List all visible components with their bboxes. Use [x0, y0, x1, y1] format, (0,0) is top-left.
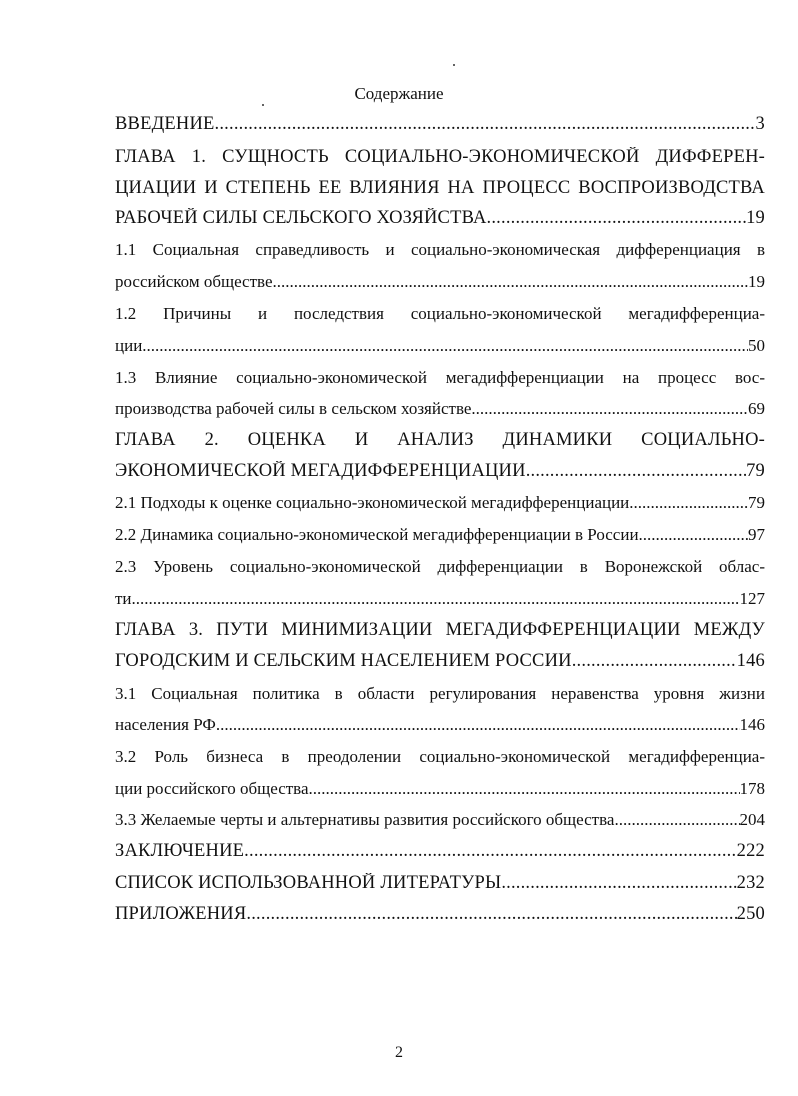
- toc-entry-1-3-line-2: [115, 399, 765, 419]
- toc-entry-title: ЭКОНОМИЧЕСКОЙ МЕГАДИФФЕРЕНЦИАЦИИ: [115, 461, 526, 481]
- toc-entry-title: ВВЕДЕНИЕ: [115, 114, 215, 134]
- toc-page-number: 250: [736, 904, 765, 924]
- toc-leader-dots: [244, 841, 736, 862]
- toc-entry-title: ГОРОДСКИМ И СЕЛЬСКИМ НАСЕЛЕНИЕМ РОССИИ: [115, 651, 572, 671]
- toc-entry-title: 2.2 Динамика социально-экономической мегадифференциации в России: [115, 525, 639, 544]
- toc-page-number: 146: [739, 715, 765, 734]
- toc-entry-chapter-3-line-2: [115, 651, 765, 672]
- toc-leader-dots: [246, 904, 736, 925]
- scan-speck: [453, 64, 455, 66]
- toc-page-number: 3: [755, 114, 765, 134]
- toc-entry-3-3: [115, 810, 765, 830]
- toc-entry-title: ции российского общества: [115, 779, 309, 798]
- toc-entry-title: 2.1 Подходы к оценке социально-экономической мегадифференциации: [115, 493, 630, 512]
- toc-entry-title: СПИСОК ИСПОЛЬЗОВАННОЙ ЛИТЕРАТУРЫ: [115, 873, 502, 893]
- toc-entry-1-3-line-1: 1.3 Влияние социально-экономической мегадифференциации на процесс вос-: [115, 368, 765, 387]
- toc-entry-3-1-line-2: [115, 715, 765, 735]
- toc-entry-appendices: [115, 904, 765, 925]
- page-number: 2: [395, 1044, 403, 1061]
- toc-page-number: 79: [748, 493, 765, 512]
- toc-heading: Содержание: [354, 84, 444, 103]
- toc-entry-chapter-1-line-2: ЦИАЦИИ И СТЕПЕНЬ ЕЕ ВЛИЯНИЯ НА ПРОЦЕСС ВОСПРОИЗВОДСТВА: [115, 178, 765, 198]
- toc-page-number: 97: [748, 525, 765, 544]
- toc-leader-dots: [501, 873, 736, 894]
- toc-entry-1-2-line-1: 1.2 Причины и последствия социально-экономической мегадифференциа-: [115, 304, 765, 323]
- toc-entry-chapter-1-line-3: [115, 208, 765, 229]
- toc-leader-dots: [629, 493, 748, 513]
- toc-entry-title: ции: [115, 336, 143, 355]
- toc-leader-dots: [572, 651, 737, 672]
- toc-leader-dots: [487, 208, 747, 229]
- toc-entry-title: ПРИЛОЖЕНИЯ: [115, 904, 247, 924]
- toc-leader-dots: [132, 589, 740, 609]
- toc-page-number: 222: [736, 841, 765, 861]
- toc-entry-title: 3.3 Желаемые черты и альтернативы развития российского общества: [115, 810, 615, 829]
- toc-entry-conclusion: [115, 841, 765, 862]
- toc-page-number: 204: [739, 810, 765, 829]
- toc-page-number: 50: [748, 336, 765, 355]
- toc-entry-title: населения РФ: [115, 715, 216, 734]
- toc-entry-chapter-3-line-1: ГЛАВА 3. ПУТИ МИНИМИЗАЦИИ МЕГАДИФФЕРЕНЦИАЦИИ МЕЖДУ: [115, 620, 765, 640]
- toc-entry-1-2-line-2: [115, 336, 765, 356]
- toc-leader-dots: [614, 810, 739, 830]
- toc-entry-title: ЗАКЛЮЧЕНИЕ: [115, 841, 245, 861]
- toc-entry-chapter-2-line-2: [115, 461, 765, 482]
- toc-leader-dots: [273, 272, 749, 292]
- toc-entry-1-1-line-2: [115, 272, 765, 292]
- toc-entry-3-2-line-1: 3.2 Роль бизнеса в преодолении социально-экономической мегадифференциа-: [115, 747, 765, 766]
- toc-entry-2-3-line-1: 2.3 Уровень социально-экономической дифференциации в Воронежской облас-: [115, 557, 765, 576]
- toc-entry-title: РАБОЧЕЙ СИЛЫ СЕЛЬСКОГО ХОЗЯЙСТВА: [115, 208, 487, 228]
- toc-entry-introduction: [115, 114, 765, 135]
- toc-entry-3-2-line-2: [115, 779, 765, 799]
- toc-entry-title: ти: [115, 589, 132, 608]
- toc-entry-2-3-line-2: [115, 589, 765, 609]
- toc-leader-dots: [142, 336, 748, 356]
- toc-page-number: 19: [748, 272, 765, 291]
- toc-page-number: 232: [736, 873, 765, 893]
- toc-entry-3-1-line-1: 3.1 Социальная политика в области регулирования неравенства уровня жизни: [115, 684, 765, 703]
- toc-page-number: 69: [748, 399, 765, 418]
- toc-page-number: 19: [746, 208, 765, 228]
- toc-leader-dots: [216, 715, 740, 735]
- toc-leader-dots: [526, 461, 746, 482]
- toc-page-number: 127: [739, 589, 765, 608]
- toc-leader-dots: [215, 114, 756, 135]
- toc-page-number: 178: [739, 779, 765, 798]
- toc-entry-references: [115, 873, 765, 894]
- toc-leader-dots: [471, 399, 748, 419]
- toc-page-number: 146: [736, 651, 765, 671]
- toc-entry-chapter-2-line-1: ГЛАВА 2. ОЦЕНКА И АНАЛИЗ ДИНАМИКИ СОЦИАЛЬНО-: [115, 430, 765, 450]
- toc-entry-2-1: [115, 493, 765, 513]
- toc-leader-dots: [309, 779, 740, 799]
- scan-speck: [262, 104, 264, 106]
- toc-leader-dots: [639, 525, 748, 545]
- toc-entry-chapter-1-line-1: ГЛАВА 1. СУЩНОСТЬ СОЦИАЛЬНО-ЭКОНОМИЧЕСКОЙ ДИФФЕРЕН-: [115, 147, 765, 167]
- toc-entry-title: российском обществе: [115, 272, 273, 291]
- toc-entry-1-1-line-1: 1.1 Социальная справедливость и социально-экономическая дифференциация в: [115, 240, 765, 259]
- toc-page-number: 79: [746, 461, 765, 481]
- toc-entry-title: производства рабочей силы в сельском хозяйстве: [115, 399, 472, 418]
- toc-entry-2-2: [115, 525, 765, 545]
